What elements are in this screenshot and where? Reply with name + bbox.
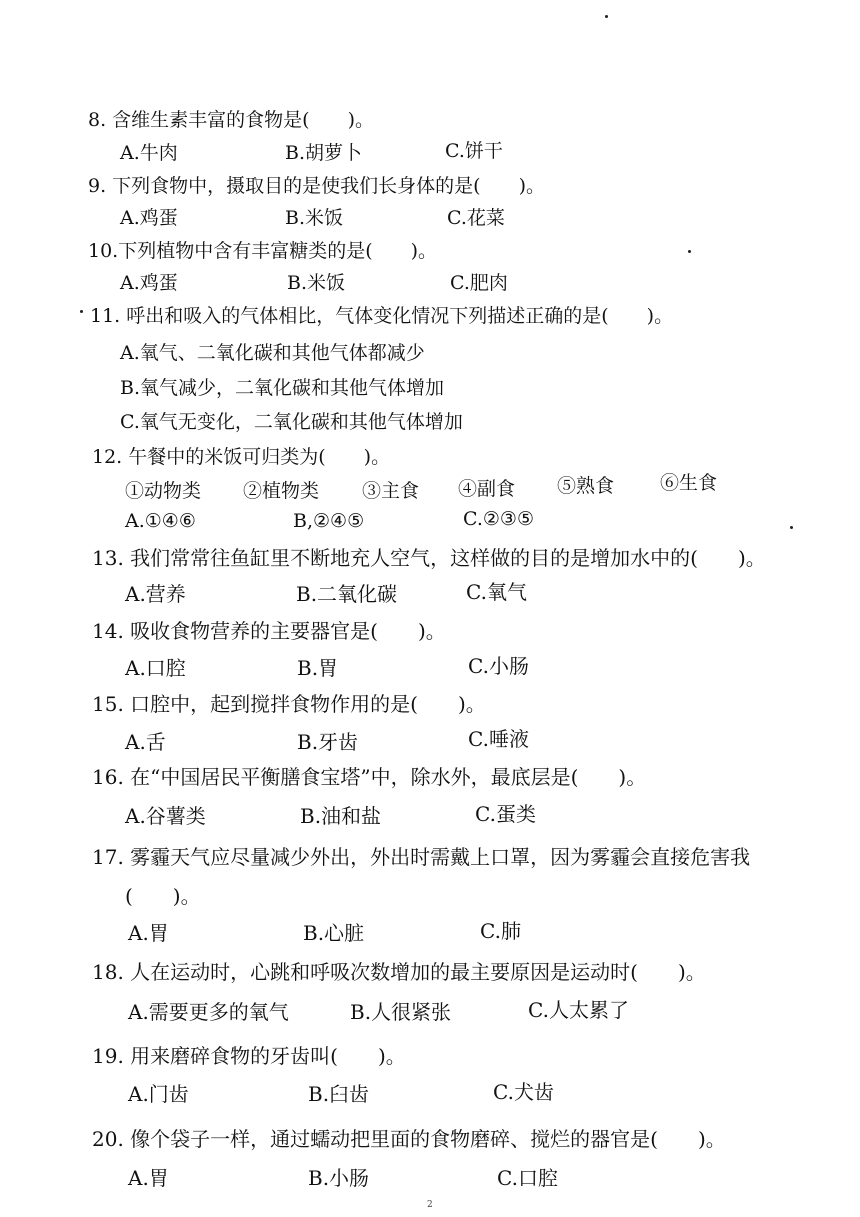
q9-option-a: A.鸡蛋 [120,207,178,229]
q8-option-a: A.牛肉 [120,142,178,164]
scan-speck [790,526,793,529]
q19-option-a: A.门齿 [128,1082,189,1106]
q16-option-c: C.蛋类 [475,802,536,826]
question-8: 8. 含维生素丰富的食物是( )。 [88,109,374,131]
question-18: 18. 人在运动时，心跳和呼吸次数增加的最主要原因是运动时( )。 [92,960,706,984]
q12-option-a: A.①④⑥ [125,510,196,532]
q11-option-c: C.氧气无变化，二氧化碳和其他气体增加 [120,411,463,433]
q10-option-a: A.鸡蛋 [120,272,178,294]
q13-option-b: B.二氧化碳 [296,582,398,606]
question-19: 19. 用来磨碎食物的牙齿叫( )。 [92,1044,406,1068]
question-17: 17. 雾霾天气应尽量减少外出，外出时需戴上口罩，因为雾霾会直接危害我 [92,845,751,869]
q12-item-5: ⑤熟食 [557,475,615,497]
q12-item-3: ③主食 [362,480,420,502]
q20-option-c: C.口腔 [497,1166,558,1190]
q16-option-b: B.油和盐 [300,804,382,828]
q14-option-c: C.小肠 [468,654,529,678]
question-11: 11. 呼出和吸入的气体相比，气体变化情况下列描述正确的是( )。 [90,305,674,327]
question-9: 9. 下列食物中，摄取目的是使我们长身体的是( )。 [88,175,545,197]
q10-option-c: C.肥肉 [450,272,508,294]
q12-item-2: ②植物类 [243,480,320,502]
q20-option-a: A.胃 [128,1166,169,1190]
page-number: 2 [427,1200,433,1210]
question-12: 12. 午餐中的米饭可归类为( )。 [92,446,391,468]
scan-speck [605,15,608,18]
q16-option-a: A.谷薯类 [125,804,206,828]
q15-option-a: A.舌 [125,730,166,754]
q19-option-b: B.臼齿 [308,1082,370,1106]
q20-option-b: B.小肠 [308,1166,370,1190]
question-20: 20. 像个袋子一样，通过蠕动把里面的食物磨碎、搅烂的器官是( )。 [92,1127,726,1151]
q12-item-6: ⑥生食 [660,472,718,494]
q14-option-b: B.胃 [297,656,339,680]
question-15: 15. 口腔中，起到搅拌食物作用的是( )。 [92,692,486,716]
q17-option-c: C.肺 [480,919,521,943]
q11-option-b: B.氧气减少，二氧化碳和其他气体增加 [120,377,445,399]
question-10: 10.下列植物中含有丰富糖类的是( )。 [88,240,438,262]
q19-option-c: C.犬齿 [493,1080,554,1104]
q12-item-1: ①动物类 [125,480,202,502]
q17-option-a: A.胃 [128,921,169,945]
q12-option-b: B,②④⑤ [293,510,365,532]
q8-option-b: B.胡萝卜 [285,142,363,164]
question-13: 13. 我们常常往鱼缸里不断地充人空气，这样做的目的是增加水中的( )。 [92,546,766,570]
q12-item-4: ④副食 [458,478,516,500]
q13-option-c: C.氧气 [466,580,527,604]
scan-speck [688,250,691,253]
q18-option-a: A.需要更多的氧气 [128,1000,289,1024]
scan-speck [80,310,83,313]
q9-option-b: B.米饭 [285,207,344,229]
q8-option-c: C.饼干 [445,140,503,162]
q18-option-b: B.人很紧张 [350,1000,452,1024]
question-14: 14. 吸收食物营养的主要器官是( )。 [92,619,446,643]
q12-option-c: C.②③⑤ [463,508,534,530]
q11-option-a: A.氧气、二氧化碳和其他气体都减少 [120,342,425,364]
q14-option-a: A.口腔 [125,656,186,680]
question-16: 16. 在“中国居民平衡膳食宝塔”中，除水外，最底层是( )。 [92,765,647,789]
q18-option-c: C.人太累了 [528,998,629,1022]
q15-option-c: C.唾液 [468,727,529,751]
q9-option-c: C.花菜 [447,207,505,229]
question-17-continued: ( )。 [125,884,201,908]
q13-option-a: A.营养 [125,582,186,606]
q17-option-b: B.心脏 [303,921,365,945]
q15-option-b: B.牙齿 [297,730,359,754]
q10-option-b: B.米饭 [287,272,346,294]
